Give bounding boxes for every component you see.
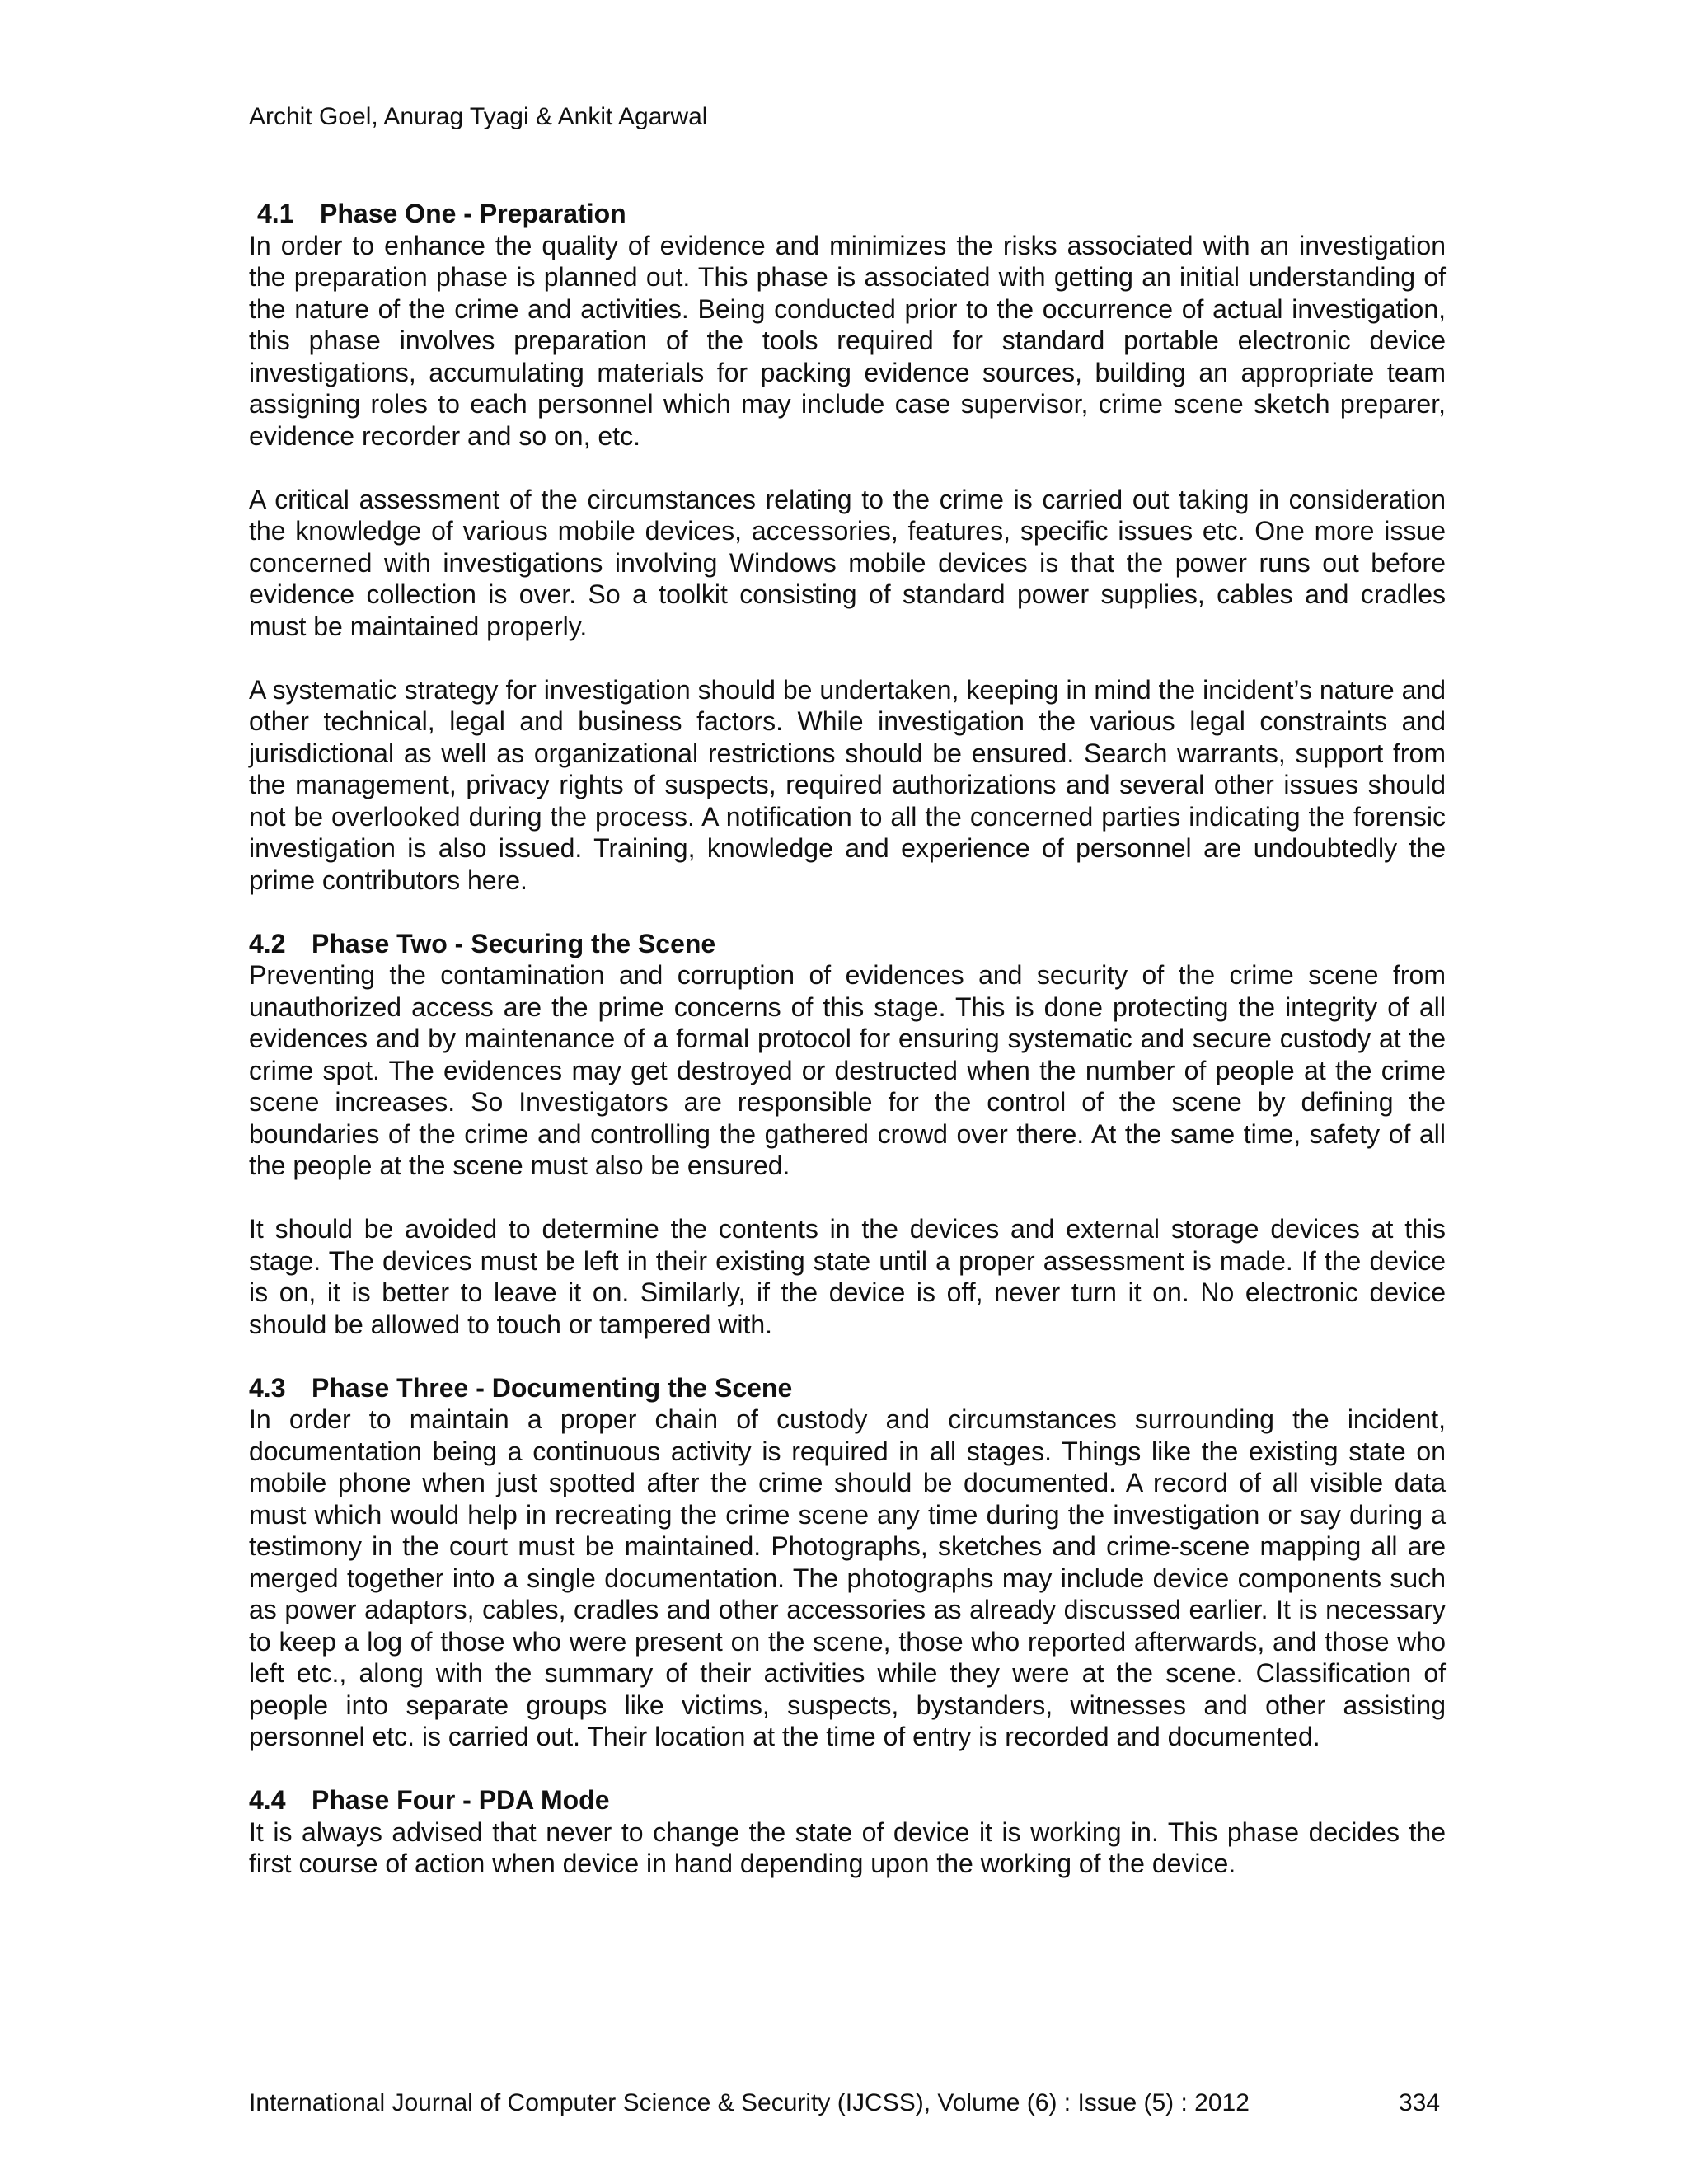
section-heading [249, 1372, 1446, 1404]
article-body [249, 198, 1446, 1880]
section-number: 4.4 [249, 1785, 286, 1815]
section-4-4 [249, 1784, 1446, 1880]
paragraph: A critical assessment of the circumstances relating to the crime is carried out taking in consideration the knowledge of various mobile devices, accessories, features, specific issues etc. One more issue concerned with investigations involving Windows mobile devices is that the power runs out before evidence collection is over. So a toolkit consisting of standard power supplies, cables and cradles must be maintained properly. [249, 484, 1446, 641]
paragraph: In order to enhance the quality of evidence and minimizes the risks associated with an investigation the preparation phase is planned out. This phase is associated with getting an initial understanding of the nature of the crime and activities. Being conducted prior to the occurrence of actual investigation, this phase involves preparation of the tools required for standard portable electronic device investigations, accumulating materials for packing evidence sources, building an appropriate team assigning roles to each personnel which may include case supervisor, crime scene sketch preparer, evidence recorder and so on, etc. [249, 230, 1446, 451]
paragraph: It is always advised that never to change the state of device it is working in. This phase decides the first course of action when device in hand depending upon the working of the device. [249, 1816, 1446, 1878]
section-number: 4.1 [257, 199, 294, 228]
footer-journal-citation: International Journal of Computer Science & Security (IJCSS), Volume (6) : Issue (5) : 2012 [249, 2089, 1250, 2116]
section-heading [249, 1784, 1446, 1816]
section-title: Phase Three - Documenting the Scene [312, 1372, 793, 1403]
section-title: Phase Four - PDA Mode [312, 1785, 610, 1815]
section-heading [249, 928, 1446, 960]
section-4-2 [249, 928, 1446, 1341]
paragraph: A systematic strategy for investigation should be undertaken, keeping in mind the incident’s nature and other technical, legal and business factors. While investigation the various legal constraints and jurisdictional as well as organizational restrictions should be ensured. Search warrants, support from the management, privacy rights of suspects, required authorizations and several other issues should not be overlooked during the process. A notification to all the concerned parties indicating the forensic investigation is also issued. Training, knowledge and experience of personnel are undoubtedly the prime contributors here. [249, 674, 1446, 895]
section-number: 4.2 [249, 928, 286, 958]
section-heading [249, 198, 1446, 230]
section-4-3 [249, 1372, 1446, 1753]
paragraph: Preventing the contamination and corruption of evidences and security of the crime scene from unauthorized access are the prime concerns of this stage. This is done protecting the integrity of all evidences and by maintenance of a formal protocol for ensuring systematic and secure custody at the crime spot. The evidences may get destroyed or destructed when the number of people at the crime scene increases. So Investigators are responsible for the control of the scene by defining the boundaries of the crime and controlling the gathered crowd over there. At the same time, safety of all the people at the scene must also be ensured. [249, 960, 1446, 1180]
paragraph: In order to maintain a proper chain of custody and circumstances surrounding the incident, documentation being a continuous activity is required in all stages. Things like the existing state on mobile phone when just spotted after the crime should be documented. A record of all visible data must which would help in recreating the crime scene any time during the investigation or say during a testimony in the court must be maintained. Photographs, sketches and crime-scene mapping all are merged together into a single documentation. The photographs may include device components such as power adaptors, cables, cradles and other accessories as already discussed earlier. It is necessary to keep a log of those who were present on the scene, those who reported afterwards, and those who left etc., along with the summary of their activities while they were at the scene. Classification of people into separate groups like victims, suspects, bystanders, witnesses and other assisting personnel etc. is carried out. Their location at the time of entry is recorded and documented. [249, 1404, 1446, 1751]
section-title: Phase Two - Securing the Scene [312, 928, 716, 958]
section-number: 4.3 [249, 1372, 286, 1403]
section-4-1 [249, 198, 1446, 896]
page-number: 334 [1399, 2089, 1441, 2116]
running-header-authors: Archit Goel, Anurag Tyagi & Ankit Agarwal [249, 103, 708, 130]
paragraph: It should be avoided to determine the contents in the devices and external storage devices at this stage. The devices must be left in their existing state until a proper assessment is made. If the device is on, it is better to leave it on. Similarly, if the device is off, never turn it on. No electronic device should be allowed to touch or tampered with. [249, 1214, 1446, 1339]
section-title: Phase One - Preparation [320, 199, 626, 228]
